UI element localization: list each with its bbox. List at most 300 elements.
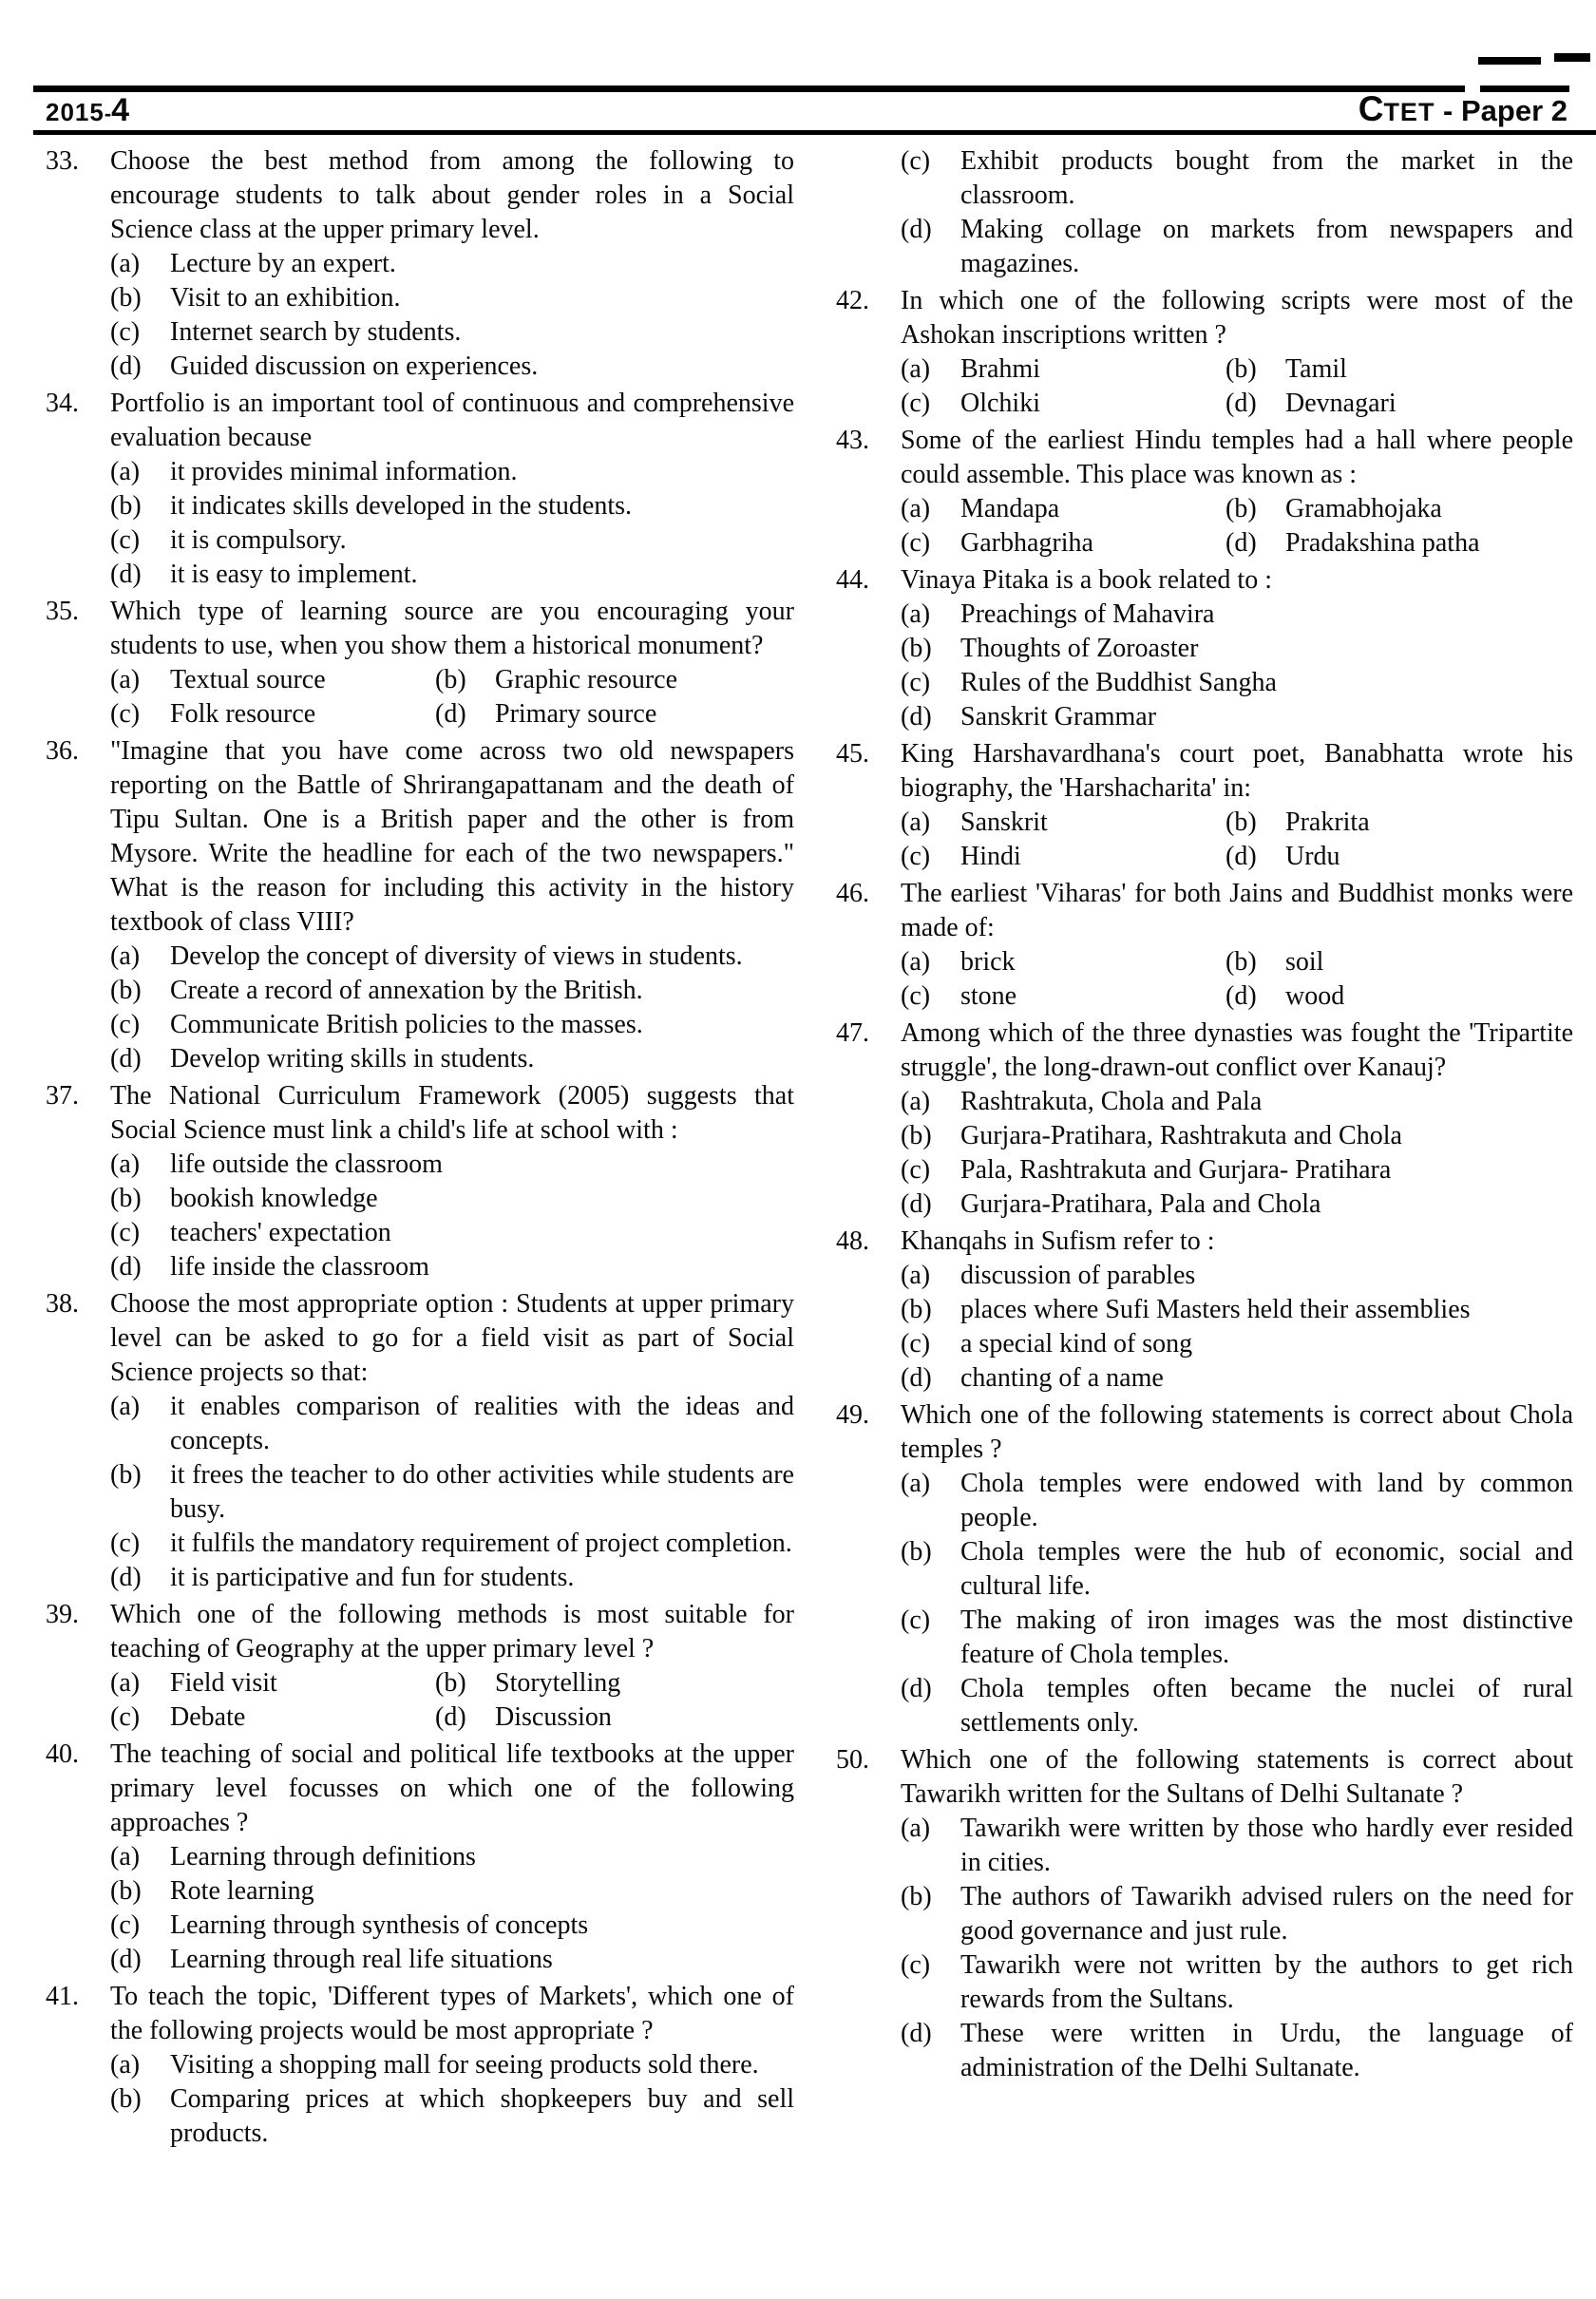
option-label: (b) — [110, 491, 142, 521]
option-b — [1226, 352, 1573, 387]
option-b — [110, 1182, 794, 1216]
option-b — [110, 281, 794, 315]
option-label: (a) — [901, 1814, 931, 1843]
option-b — [110, 489, 794, 523]
option-label: (b) — [110, 283, 142, 313]
option-d — [901, 2017, 1573, 2085]
option-label: (d) — [1226, 842, 1257, 871]
option-a — [110, 2048, 794, 2082]
option-c — [110, 1527, 794, 1561]
option-label: (c) — [901, 1329, 931, 1358]
option-d — [1226, 840, 1573, 874]
option-label: (c) — [110, 1910, 141, 1940]
question-number: 50. — [836, 1745, 869, 1775]
option-text: Develop writing skills in students. — [170, 1044, 535, 1074]
option-label: (d) — [110, 1563, 142, 1592]
option-c — [110, 1909, 794, 1943]
question-number: 48. — [836, 1226, 869, 1256]
header-bottom-rule — [33, 130, 1596, 135]
question-40 — [46, 1738, 794, 1977]
question-number: 35. — [46, 597, 79, 626]
question-body — [901, 563, 1573, 734]
option-d — [110, 1943, 794, 1977]
option-text: it frees the teacher to do other activities while students are busy. — [170, 1460, 794, 1524]
option-b — [901, 1119, 1573, 1153]
option-d — [901, 700, 1573, 734]
question-number: 37. — [46, 1081, 79, 1111]
option-label: (b) — [1226, 494, 1257, 523]
question-37 — [46, 1079, 794, 1284]
options — [901, 492, 1573, 560]
paper-title — [1358, 89, 1568, 129]
question-38 — [46, 1287, 794, 1595]
option-d — [901, 1188, 1573, 1222]
question-46 — [836, 877, 1573, 1014]
option-label: (d) — [435, 699, 466, 729]
option-text: Chola temples were endowed with land by common people. — [960, 1469, 1573, 1532]
option-text: Create a record of annexation by the British. — [170, 976, 643, 1005]
option-label: (b) — [110, 1184, 142, 1213]
option-text: wood — [1285, 981, 1345, 1011]
option-label: (d) — [110, 1044, 142, 1074]
option-label: (d) — [901, 702, 932, 732]
option-text: Folk resource — [170, 699, 316, 729]
question-35 — [46, 595, 794, 732]
option-label: (c) — [901, 1950, 931, 1980]
options — [110, 2048, 794, 2151]
option-c — [110, 523, 794, 558]
question-text: The teaching of social and political life textbooks at the upper primary level focusses on which one of the following approaches ? — [110, 1739, 794, 1837]
option-text: Tamil — [1285, 354, 1347, 384]
option-text: Gurjara-Pratihara, Rashtrakuta and Chola — [960, 1121, 1402, 1150]
option-a — [110, 663, 435, 697]
option-text: Learning through synthesis of concepts — [170, 1910, 589, 1940]
options — [901, 352, 1573, 421]
option-text: it fulfils the mandatory requirement of project completion. — [170, 1529, 792, 1558]
option-a — [110, 1840, 794, 1874]
question-36 — [46, 734, 794, 1076]
option-label: (b) — [110, 976, 142, 1005]
option-text: Primary source — [495, 699, 657, 729]
option-a — [901, 1467, 1573, 1535]
question-body — [901, 144, 1573, 281]
option-label: (c) — [901, 668, 931, 697]
option-a — [901, 598, 1573, 632]
option-text: The making of iron images was the most distinctive feature of Chola temples. — [960, 1606, 1573, 1669]
option-d — [1226, 387, 1573, 421]
options — [110, 940, 794, 1076]
option-label: (d) — [901, 1363, 932, 1393]
question-text: To teach the topic, 'Different types of Markets', which one of the following projects would be most appropriate ? — [110, 1982, 794, 2045]
option-text: bookish knowledge — [170, 1184, 378, 1213]
option-text: Chola temples often became the nuclei of rural settlements only. — [960, 1674, 1573, 1738]
question-body — [110, 595, 794, 732]
question-body — [110, 1079, 794, 1284]
option-d — [110, 558, 794, 592]
option-label: (a) — [110, 941, 141, 971]
option-text: Pradakshina patha — [1285, 528, 1480, 558]
question-number: 34. — [46, 389, 79, 418]
option-label: (a) — [901, 1087, 931, 1116]
page-code — [46, 92, 129, 129]
question-body — [110, 734, 794, 1076]
option-text: Brahmi — [960, 354, 1040, 384]
question-body — [901, 1743, 1573, 2085]
question-body — [901, 737, 1573, 874]
option-label: (a) — [110, 1150, 141, 1179]
left-column — [46, 144, 794, 2154]
question-number: 43. — [836, 426, 869, 455]
options — [901, 144, 1573, 281]
question-text: Portfolio is an important tool of continuous and comprehensive evaluation because — [110, 389, 794, 452]
option-label: (d) — [110, 1945, 142, 1974]
question-number: 42. — [836, 286, 869, 315]
option-a — [901, 1812, 1573, 1880]
question-text: Which one of the following statements is correct about Tawarikh written for the Sultans of Delhi Sultanate ? — [901, 1745, 1573, 1809]
question-34 — [46, 387, 794, 592]
option-a — [110, 1666, 435, 1700]
options — [901, 1467, 1573, 1740]
question-body — [110, 1738, 794, 1977]
option-text: Preachings of Mahavira — [960, 599, 1215, 629]
option-label: (b) — [435, 665, 466, 694]
page-code-number: 4 — [111, 92, 130, 128]
option-b — [110, 1874, 794, 1909]
option-label: (a) — [901, 354, 931, 384]
question-body — [901, 1016, 1573, 1222]
page-header — [46, 89, 1568, 129]
question-33 — [46, 144, 794, 384]
options — [110, 455, 794, 592]
option-b — [901, 632, 1573, 666]
option-text: life outside the classroom — [170, 1150, 443, 1179]
option-label: (b) — [435, 1668, 466, 1698]
option-text: Rules of the Buddhist Sangha — [960, 668, 1277, 697]
option-d — [110, 350, 794, 384]
option-label: (d) — [1226, 528, 1257, 558]
option-d — [1226, 979, 1573, 1014]
option-label: (b) — [901, 1121, 932, 1150]
option-text: Develop the concept of diversity of views in students. — [170, 941, 743, 971]
option-c — [901, 1327, 1573, 1361]
question-number: 45. — [836, 739, 869, 769]
option-text: Thoughts of Zoroaster — [960, 634, 1199, 663]
option-label: (c) — [110, 1218, 141, 1247]
option-text: Rote learning — [170, 1876, 314, 1906]
option-a — [901, 352, 1226, 387]
question-text: Which one of the following statements is correct about Chola temples ? — [901, 1400, 1573, 1464]
question-48 — [836, 1225, 1573, 1396]
option-label: (d) — [110, 1252, 142, 1282]
page-code-separator: - — [104, 102, 112, 125]
option-label: (c) — [110, 1010, 141, 1039]
question-text: Khanqahs in Sufism refer to : — [901, 1226, 1215, 1256]
option-label: (a) — [110, 665, 141, 694]
option-b — [435, 663, 794, 697]
option-a — [901, 806, 1226, 840]
option-label: (b) — [110, 2084, 142, 2114]
question-body — [110, 1980, 794, 2151]
question-continuation — [836, 144, 1573, 281]
options — [110, 1840, 794, 1977]
option-label: (c) — [110, 1529, 141, 1558]
option-d — [435, 1700, 794, 1735]
option-text: it provides minimal information. — [170, 457, 518, 486]
option-c — [901, 666, 1573, 700]
option-text: Visit to an exhibition. — [170, 283, 401, 313]
option-d — [110, 1042, 794, 1076]
question-number: 36. — [46, 736, 79, 766]
option-d — [110, 1250, 794, 1284]
option-text: Storytelling — [495, 1668, 621, 1698]
option-text: stone — [960, 981, 1017, 1011]
question-text: Choose the most appropriate option : Students at upper primary level can be asked to go for a field visit as part of Social Science projects so that: — [110, 1289, 794, 1387]
option-a — [110, 247, 794, 281]
option-b — [901, 1880, 1573, 1948]
option-label: (b) — [110, 1876, 142, 1906]
option-text: Prakrita — [1285, 808, 1370, 837]
option-text: Pala, Rashtrakuta and Gurjara- Pratihara — [960, 1155, 1392, 1185]
option-text: Exhibit products bought from the market in the classroom. — [960, 146, 1573, 210]
option-label: (d) — [901, 215, 932, 244]
option-label: (b) — [901, 1882, 932, 1911]
option-text: Urdu — [1285, 842, 1340, 871]
options — [110, 247, 794, 384]
options — [901, 1085, 1573, 1222]
option-text: Garbhagriha — [960, 528, 1093, 558]
option-label: (a) — [901, 808, 931, 837]
option-text: a special kind of song — [960, 1329, 1193, 1358]
question-41 — [46, 1980, 794, 2151]
question-number: 49. — [836, 1400, 869, 1430]
question-47 — [836, 1016, 1573, 1222]
question-body — [110, 1287, 794, 1595]
option-text: it enables comparison of realities with the ideas and concepts. — [170, 1392, 794, 1455]
option-b — [1226, 806, 1573, 840]
options — [110, 1390, 794, 1595]
option-label: (b) — [1226, 354, 1257, 384]
option-c — [901, 526, 1226, 560]
option-d — [901, 1361, 1573, 1396]
option-text: Gurjara-Pratihara, Pala and Chola — [960, 1189, 1321, 1219]
option-text: life inside the classroom — [170, 1252, 429, 1282]
option-a — [901, 1085, 1573, 1119]
option-text: Guided discussion on experiences. — [170, 352, 539, 381]
option-label: (a) — [901, 599, 931, 629]
question-body — [901, 1225, 1573, 1396]
option-b — [901, 1535, 1573, 1604]
option-label: (d) — [901, 1674, 932, 1703]
option-text: Olchiki — [960, 389, 1040, 418]
option-text: Tawarikh were written by those who hardly ever resided in cities. — [960, 1814, 1573, 1877]
question-number: 47. — [836, 1018, 869, 1048]
option-label: (a) — [110, 1392, 141, 1421]
option-text: Chola temples were the hub of economic, social and cultural life. — [960, 1537, 1573, 1601]
option-d — [435, 697, 794, 732]
option-text: Lecture by an expert. — [170, 249, 396, 278]
options — [901, 1259, 1573, 1396]
options — [901, 1812, 1573, 2085]
option-c — [901, 1948, 1573, 2017]
question-text: The earliest 'Viharas' for both Jains and Buddhist monks were made of: — [901, 879, 1573, 942]
question-50 — [836, 1743, 1573, 2085]
option-text: it indicates skills developed in the students. — [170, 491, 633, 521]
option-c — [901, 840, 1226, 874]
question-text: "Imagine that you have come across two old newspapers reporting on the Battle of Shrirangapattanam and the death of Tipu Sultan. One is a British paper and the other is from Mysore. Write the headline for each of the two newspapers." What is the reason for including this activity in the history textbook of class VIII? — [110, 736, 794, 937]
option-b — [110, 974, 794, 1008]
option-label: (a) — [110, 457, 141, 486]
option-label: (c) — [901, 528, 931, 558]
option-text: Sanskrit — [960, 808, 1048, 837]
option-label: (a) — [110, 1668, 141, 1698]
option-text: Internet search by students. — [170, 317, 462, 347]
option-d — [110, 1561, 794, 1595]
option-b — [110, 2082, 794, 2151]
options — [901, 598, 1573, 734]
option-label: (c) — [110, 317, 141, 347]
option-text: Gramabhojaka — [1285, 494, 1442, 523]
option-text: places where Sufi Masters held their assemblies — [960, 1295, 1471, 1324]
option-label: (a) — [110, 249, 141, 278]
option-label: (d) — [1226, 389, 1257, 418]
options — [110, 1666, 794, 1735]
option-label: (c) — [901, 1155, 931, 1185]
option-b — [110, 1458, 794, 1527]
right-column — [836, 144, 1573, 2154]
option-label: (b) — [1226, 947, 1257, 977]
option-a — [901, 945, 1226, 979]
option-label: (c) — [110, 525, 141, 555]
option-label: (c) — [901, 146, 931, 176]
question-43 — [836, 424, 1573, 560]
question-text: Some of the earliest Hindu temples had a hall where people could assemble. This place was known as : — [901, 426, 1573, 489]
question-text: Vinaya Pitaka is a book related to : — [901, 565, 1272, 595]
option-b — [435, 1666, 794, 1700]
options — [110, 663, 794, 732]
question-body — [901, 424, 1573, 560]
option-d — [1226, 526, 1573, 560]
option-d — [901, 213, 1573, 281]
option-b — [1226, 492, 1573, 526]
option-text: Mandapa — [960, 494, 1060, 523]
option-c — [110, 315, 794, 350]
option-text: Visiting a shopping mall for seeing products sold there. — [170, 2050, 759, 2080]
question-text: Among which of the three dynasties was fought the 'Tripartite struggle', the long-drawn-out conflict over Kanauj? — [901, 1018, 1573, 1082]
question-number: 41. — [46, 1982, 79, 2011]
scan-artifact — [1478, 57, 1541, 65]
question-body — [110, 387, 794, 592]
option-a — [110, 455, 794, 489]
option-text: it is participative and fun for students. — [170, 1563, 575, 1592]
option-c — [901, 387, 1226, 421]
option-label: (c) — [901, 981, 931, 1011]
option-text: Graphic resource — [495, 665, 678, 694]
option-label: (a) — [110, 2050, 141, 2080]
question-number: 40. — [46, 1739, 79, 1769]
option-label: (b) — [901, 1295, 932, 1324]
option-text: Discussion — [495, 1702, 612, 1732]
option-label: (a) — [901, 947, 931, 977]
option-text: Devnagari — [1285, 389, 1396, 418]
option-c — [110, 1700, 435, 1735]
option-a — [901, 1259, 1573, 1293]
option-text: The authors of Tawarikh advised rulers on the need for good governance and just rule. — [960, 1882, 1573, 1946]
option-text: teachers' expectation — [170, 1218, 391, 1247]
option-c — [110, 1216, 794, 1250]
scan-artifact — [1554, 53, 1590, 62]
option-a — [110, 1148, 794, 1182]
option-label: (c) — [110, 1702, 141, 1732]
question-49 — [836, 1398, 1573, 1740]
option-text: Making collage on markets from newspapers and magazines. — [960, 215, 1573, 278]
option-c — [901, 979, 1226, 1014]
question-text: Which type of learning source are you encouraging your students to use, when you show them a historical monument? — [110, 597, 794, 660]
option-text: Field visit — [170, 1668, 277, 1698]
option-label: (d) — [901, 1189, 932, 1219]
option-text: Learning through real life situations — [170, 1945, 553, 1974]
option-text: Communicate British policies to the masses. — [170, 1010, 643, 1039]
option-label: (d) — [435, 1702, 466, 1732]
option-label: (d) — [110, 352, 142, 381]
option-a — [110, 940, 794, 974]
question-39 — [46, 1598, 794, 1735]
option-text: Tawarikh were not written by the authors to get rich rewards from the Sultans. — [960, 1950, 1573, 2014]
option-text: Textual source — [170, 665, 326, 694]
option-text: brick — [960, 947, 1016, 977]
option-c — [110, 1008, 794, 1042]
question-text: Which one of the following methods is most suitable for teaching of Geography at the upper primary level ? — [110, 1600, 794, 1663]
question-number: 39. — [46, 1600, 79, 1629]
option-c — [901, 144, 1573, 213]
option-label: (b) — [901, 1537, 932, 1567]
question-42 — [836, 284, 1573, 421]
option-label: (b) — [110, 1460, 142, 1490]
option-label: (c) — [901, 389, 931, 418]
option-label: (d) — [901, 2019, 932, 2048]
option-c — [901, 1153, 1573, 1188]
option-label: (c) — [901, 842, 931, 871]
question-body — [110, 1598, 794, 1735]
question-number: 46. — [836, 879, 869, 908]
question-45 — [836, 737, 1573, 874]
page-code-year: 2015 — [46, 98, 104, 126]
question-number: 38. — [46, 1289, 79, 1319]
options — [901, 945, 1573, 1014]
option-a — [901, 492, 1226, 526]
option-text: Sanskrit Grammar — [960, 702, 1157, 732]
option-text: Debate — [170, 1702, 246, 1732]
options — [110, 1148, 794, 1284]
question-text: King Harshavardhana's court poet, Banabhatta wrote his biography, the 'Harshacharita' in: — [901, 739, 1573, 803]
option-label: (d) — [1226, 981, 1257, 1011]
option-label: (a) — [901, 494, 931, 523]
options — [901, 806, 1573, 874]
option-text: Hindi — [960, 842, 1021, 871]
option-text: discussion of parables — [960, 1261, 1196, 1290]
question-body — [901, 284, 1573, 421]
question-number: 33. — [46, 146, 79, 176]
question-text: The National Curriculum Framework (2005) suggests that Social Science must link a child's life at school with : — [110, 1081, 794, 1145]
questions-area — [46, 144, 1573, 2154]
option-text: it is compulsory. — [170, 525, 347, 555]
question-body — [110, 144, 794, 384]
paper-title-caps: TET — [1383, 98, 1435, 126]
paper-title-suffix: - Paper 2 — [1434, 94, 1568, 127]
question-body — [901, 877, 1573, 1014]
option-text: soil — [1285, 947, 1324, 977]
option-text: Comparing prices at which shopkeepers buy and sell products. — [170, 2084, 794, 2148]
option-label: (b) — [901, 634, 932, 663]
